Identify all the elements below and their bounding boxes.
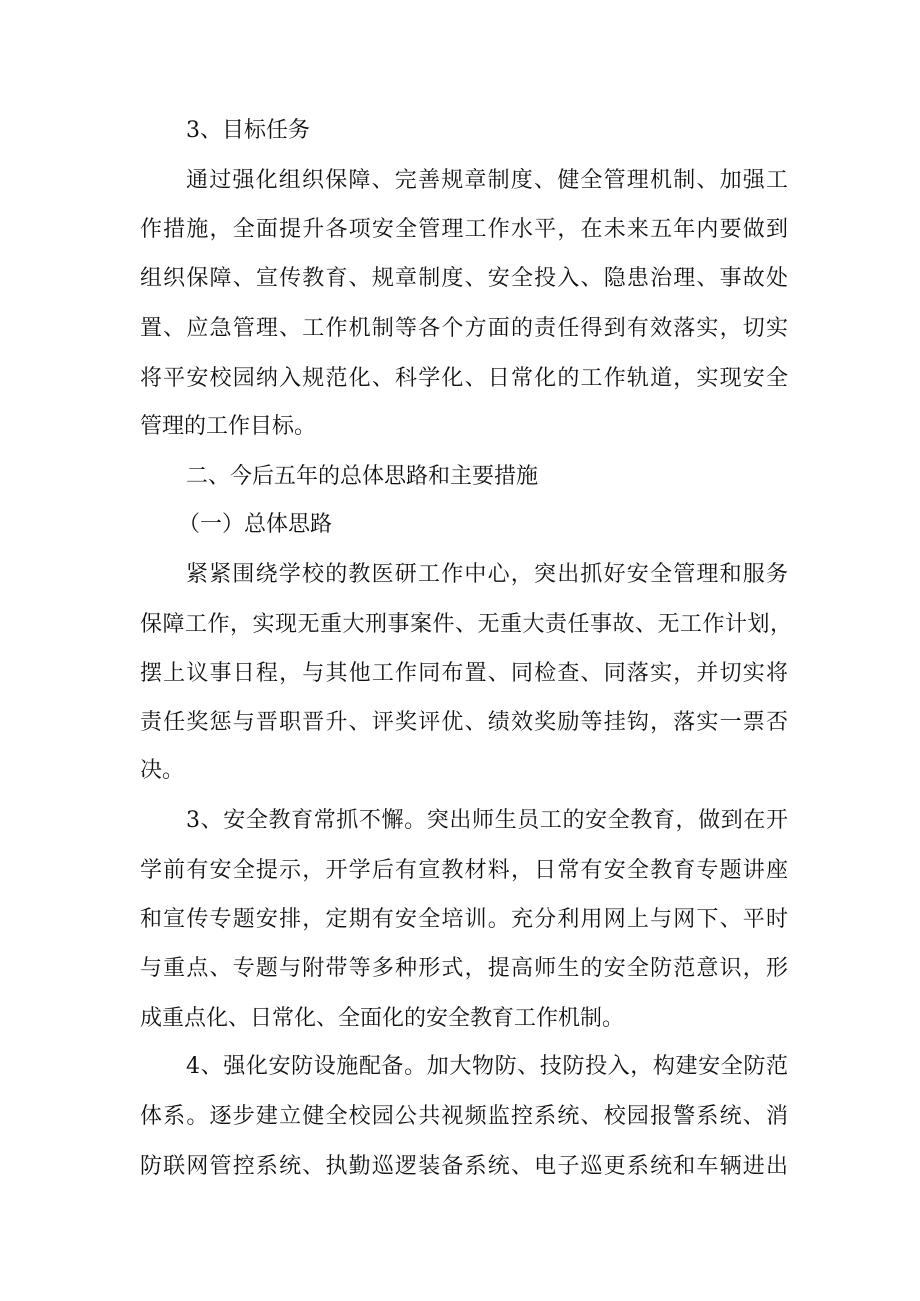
paragraph-line: 4、强化安防设施配备。加大物防、技防投入，构建安全防范	[186, 1054, 789, 1079]
paragraph-line: 摆上议事日程，与其他工作同布置、同检查、同落实，并切实将	[140, 661, 790, 686]
paragraph-line: 和宣传专题安排，定期有安全培训。充分利用网上与网下、平时	[140, 907, 790, 932]
paragraph-line: 将平安校园纳入规范化、科学化、日常化的工作轨道，实现安全	[140, 366, 790, 391]
paragraph-line: 与重点、专题与附带等多种形式，提高师生的安全防范意识，形	[140, 956, 790, 981]
paragraph-line: 责任奖惩与晋职晋升、评奖评优、绩效奖励等挂钩，落实一票否	[140, 710, 790, 735]
paragraph-line: 组织保障、宣传教育、规章制度、安全投入、隐患治理、事故处	[140, 266, 790, 291]
section-heading-3-goals: 3、目标任务	[186, 118, 310, 143]
paragraph-line: 保障工作，实现无重大刑事案件、无重大责任事故、无工作计划，	[140, 612, 793, 637]
paragraph-line: 防联网管控系统、执勤巡逻装备系统、电子巡更系统和车辆进出	[140, 1154, 790, 1179]
paragraph-line: 管理的工作目标。	[140, 414, 317, 439]
paragraph-line: 作措施，全面提升各项安全管理工作水平，在未来五年内要做到	[140, 217, 790, 242]
subsection-heading-overall: （一）总体思路	[178, 512, 333, 537]
paragraph-line: 成重点化、日常化、全面化的安全教育工作机制。	[140, 1006, 625, 1031]
paragraph-line: 置、应急管理、工作机制等各个方面的责任得到有效落实，切实	[140, 316, 790, 341]
paragraph-line: 紧紧围绕学校的教医研工作中心，突出抓好安全管理和服务	[186, 562, 790, 587]
paragraph-line: 体系。逐步建立健全校园公共视频监控系统、校园报警系统、消	[140, 1104, 790, 1129]
paragraph-line: 决。	[140, 758, 185, 783]
paragraph-line: 通过强化组织保障、完善规章制度、健全管理机制、加强工	[186, 168, 790, 193]
paragraph-line: 学前有安全提示，开学后有宣教材料，日常有安全教育专题讲座	[140, 858, 790, 883]
section-heading-2-strategy: 二、今后五年的总体思路和主要措施	[186, 464, 539, 489]
paragraph-line: 3、安全教育常抓不懈。突出师生员工的安全教育，做到在开	[186, 808, 789, 833]
